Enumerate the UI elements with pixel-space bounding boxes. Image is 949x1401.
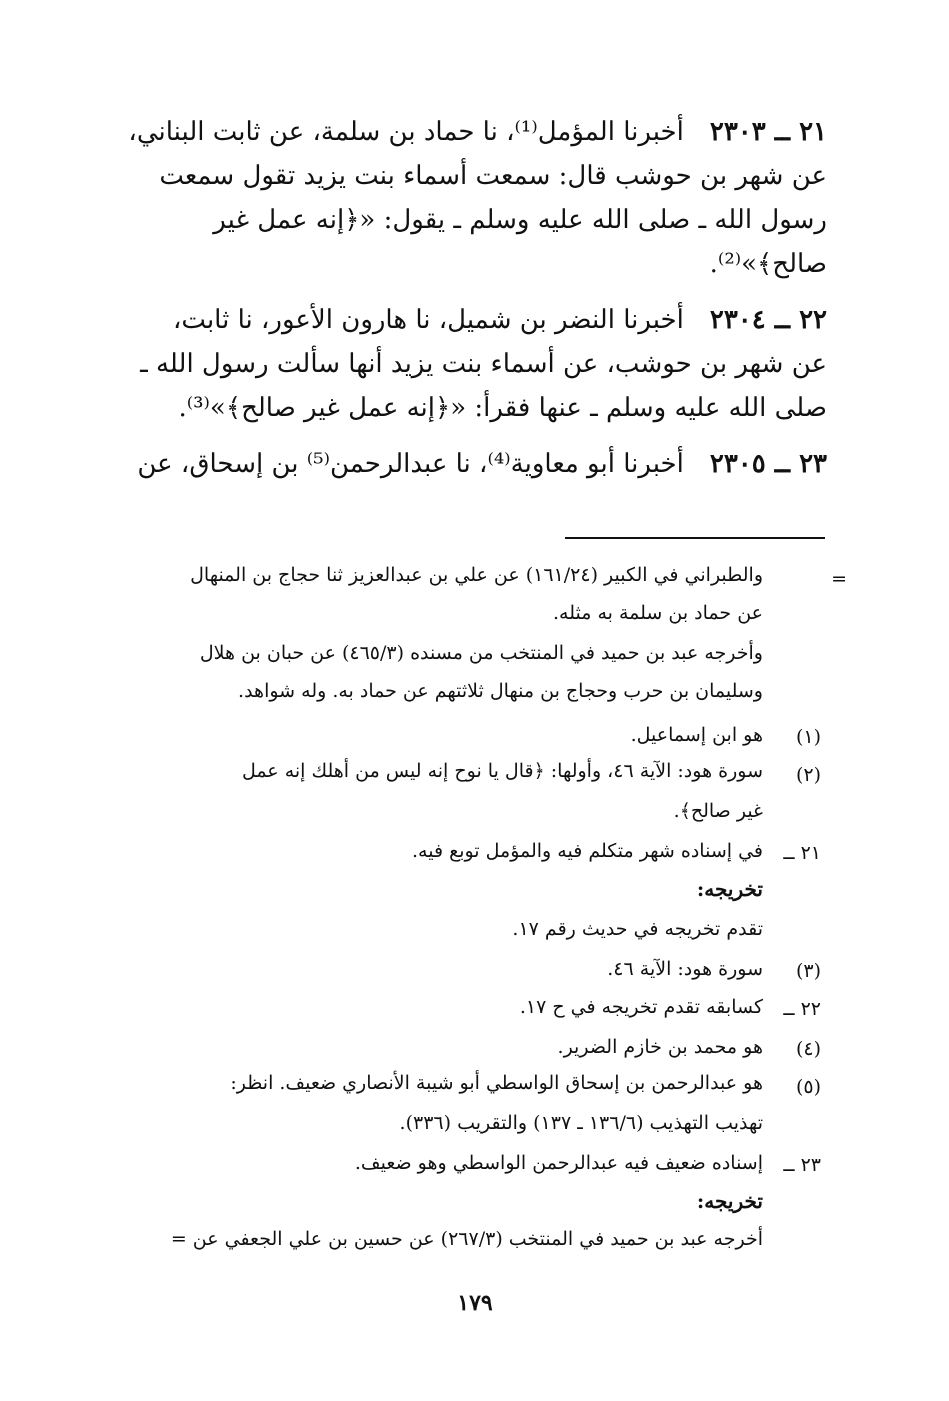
footnote-5-cont: تهذيب التهذيب (١٣٦/٦ ـ ١٣٧) والتقريب (٣٣٦). [399,1112,763,1134]
footnote-4: هو محمد بن خازم الضرير. [557,1036,763,1058]
takhrij-21-note: في إسناده شهر متكلم فيه والمؤمل توبع فيه. [412,840,763,862]
hadith-line: عن شهر بن حوشب قال: سمعت أسماء بنت يزيد تقول سمعت [159,161,827,191]
takhrij-23-marker: ٢٣ ــ [783,1154,821,1176]
footnote-2-marker: (٢) [795,764,821,786]
hadith-2303 [127,110,827,286]
takhrij-heading: تخريجه: [696,1189,763,1213]
takhrij-22-note: كسابقه تقدم تخريجه في ح ١٧. [519,996,763,1018]
hadith-line: صلى الله عليه وسلم ـ عنها فقرأ: «﴿إنه عمل غير صالح﴾»⁽³⁾. [178,393,827,423]
takhrij-22-marker: ٢٢ ــ [783,998,821,1020]
footnote-3: سورة هود: الآية ٤٦. [607,958,763,980]
page-number: ١٧٩ [457,1290,493,1316]
hadith-number: ٢٣ ــ ٢٣٠٥ [709,449,827,479]
takhrij-21-text: تقدم تخريجه في حديث رقم ١٧. [512,918,763,940]
footnote-separator [565,537,825,539]
footnote-1-marker: (١) [795,726,821,748]
hadith-line: ٢١ ــ ٢٣٠٣أخبرنا المؤمل⁽¹⁾، نا حماد بن سلمة، عن ثابت البناني، [128,117,827,147]
footnote-line: والطبراني في الكبير (١٦١/٢٤) عن علي بن عبدالعزيز ثنا حجاج بن المنهال [190,564,763,586]
takhrij-heading: تخريجه: [696,877,763,901]
footnote-5-marker: (٥) [795,1076,821,1098]
takhrij-21-marker: ٢١ ــ [783,842,821,864]
hadith-number: ٢٢ ــ ٢٣٠٤ [709,305,827,335]
takhrij-23-text: أخرجه عبد بن حميد في المنتخب (٢٦٧/٣) عن حسين بن علي الجعفي عن = [170,1228,763,1250]
footnote-1: هو ابن إسماعيل. [630,724,763,746]
continuation-marker: = [831,568,847,590]
hadith-line: رسول الله ـ صلى الله عليه وسلم ـ يقول: «﴿إنه عمل غير [213,205,827,235]
takhrij-23-note: إسناده ضعيف فيه عبدالرحمن الواسطي وهو ضعيف. [354,1152,763,1174]
footnote-5: هو عبدالرحمن بن إسحاق الواسطي أبو شيبة الأنصاري ضعيف. انظر: [230,1072,763,1094]
footnote-3-marker: (٣) [795,960,821,982]
hadith-2304 [127,298,827,430]
footnote-line: وأخرجه عبد بن حميد في المنتخب من مسنده (٤٦٥/٣) عن حبان بن هلال [199,642,763,664]
hadith-number: ٢١ ــ ٢٣٠٣ [709,117,827,147]
footnote-4-marker: (٤) [795,1038,821,1060]
footnote-2: سورة هود: الآية ٤٦، وأولها: ﴿قال يا نوح إنه ليس من أهلك إنه عمل [241,760,763,782]
footnote-2-cont: غير صالح﴾. [673,800,763,822]
hadith-2305 [127,442,827,486]
hadith-line: عن شهر بن حوشب، عن أسماء بنت يزيد أنها سألت رسول الله ـ [140,349,827,379]
footnote-line: وسليمان بن حرب وحجاج بن منهال ثلاثتهم عن حماد به. وله شواهد. [238,680,763,702]
hadith-line: ٢٢ ــ ٢٣٠٤أخبرنا النضر بن شميل، نا هارون الأعور، نا ثابت، [173,305,827,335]
hadith-line: صالح﴾»⁽²⁾. [709,249,827,279]
footnote-line: عن حماد بن سلمة به مثله. [552,602,763,624]
hadith-line: ٢٣ ــ ٢٣٠٥أخبرنا أبو معاوية⁽⁴⁾، نا عبدالرحمن⁽⁵⁾ بن إسحاق، عن [137,449,827,479]
